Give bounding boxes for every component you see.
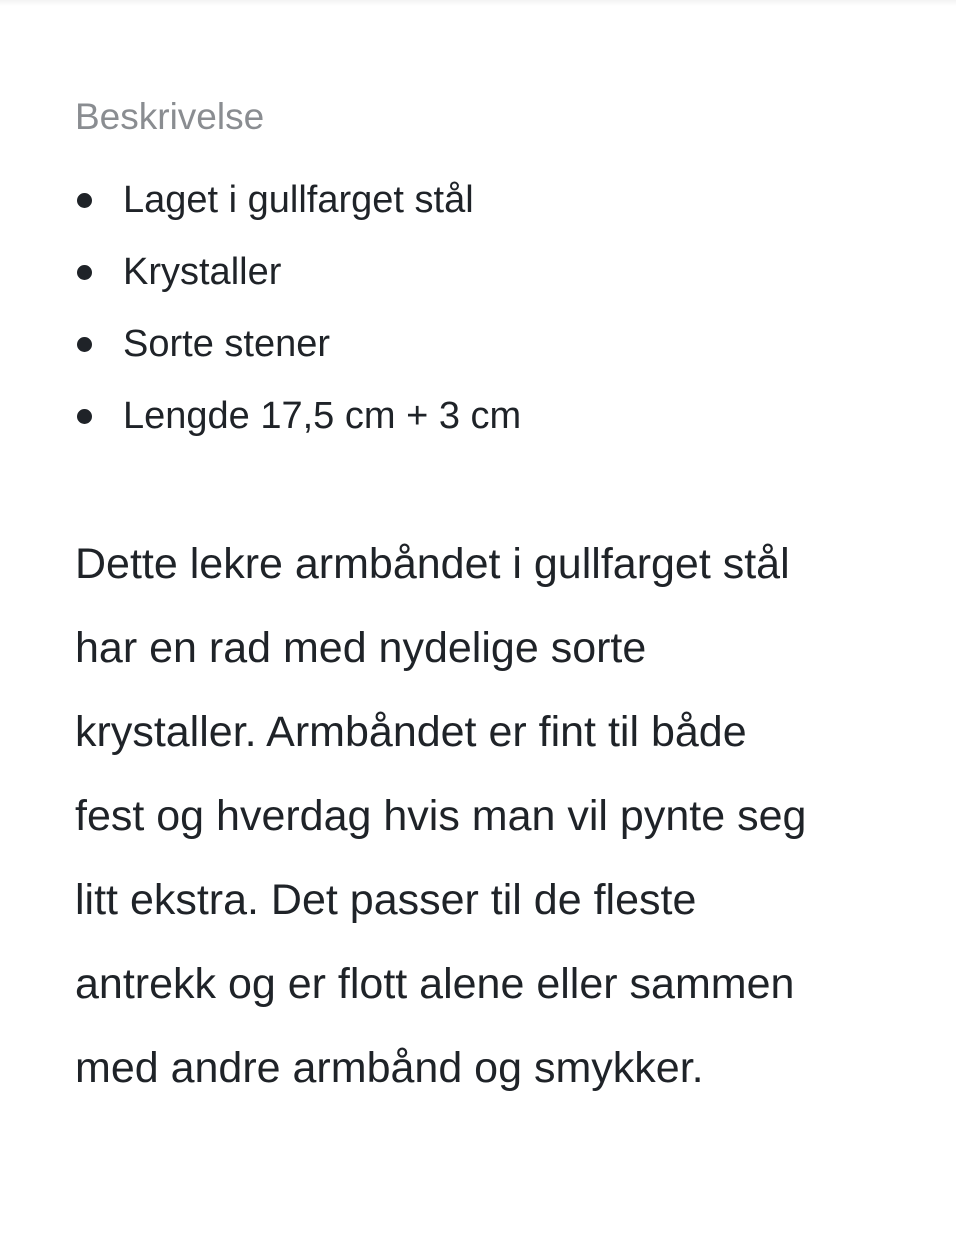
top-divider [0, 0, 956, 6]
feature-label: Krystaller [123, 250, 282, 293]
feature-item [75, 164, 895, 236]
bullet-icon [77, 193, 92, 208]
paragraph-line: fest og hverdag hvis man vil pynte seg [75, 792, 807, 840]
bullet-icon [77, 265, 92, 280]
paragraph-line: antrekk og er flott alene eller sammen [75, 960, 795, 1008]
feature-label: Lengde 17,5 cm + 3 cm [123, 394, 522, 437]
paragraph-line: har en rad med nydelige sorte [75, 624, 647, 672]
paragraph-line: krystaller. Armbåndet er fint til både [75, 708, 747, 756]
paragraph-line: Dette lekre armbåndet i gullfarget stål [75, 540, 790, 588]
feature-label: Sorte stener [123, 322, 330, 365]
feature-item [75, 308, 895, 380]
description-paragraph [75, 522, 895, 1110]
feature-label: Laget i gullfarget stål [123, 178, 474, 221]
bullet-icon [77, 337, 92, 352]
feature-item [75, 236, 895, 308]
product-description-section [75, 92, 895, 1110]
feature-list [75, 164, 895, 452]
bullet-icon [77, 409, 92, 424]
paragraph-line: med andre armbånd og smykker. [75, 1044, 704, 1092]
description-heading: Beskrivelse [75, 96, 265, 137]
paragraph-line: litt ekstra. Det passer til de fleste [75, 876, 697, 924]
feature-item [75, 380, 895, 452]
